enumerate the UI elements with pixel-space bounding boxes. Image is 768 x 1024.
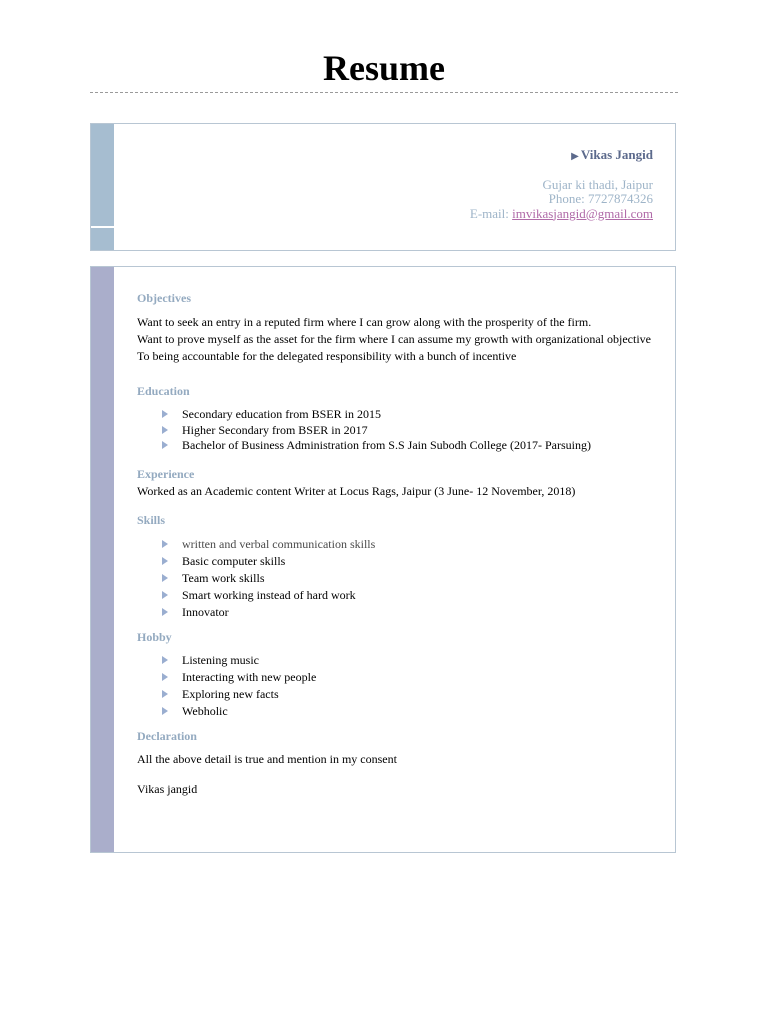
accent-bar-gap xyxy=(91,226,114,228)
list-item xyxy=(137,570,657,587)
list-item-text: written and verbal communication skills xyxy=(182,537,376,551)
list-item-text: Bachelor of Business Administration from S.S Jain Subodh College (2017- Parsuing) xyxy=(182,438,591,452)
list-item xyxy=(137,686,657,703)
bullet-icon xyxy=(162,591,168,599)
address: Gujar ki thadi, Jaipur xyxy=(542,176,653,192)
bullet-icon xyxy=(162,557,168,565)
contact-card xyxy=(90,123,676,251)
resume-body-accent-bar xyxy=(91,267,114,852)
resume-content xyxy=(137,291,657,798)
list-item xyxy=(137,423,657,438)
candidate-name xyxy=(470,148,653,165)
bullet-icon xyxy=(162,608,168,616)
experience-text: Worked as an Academic content Writer at Locus Rags, Jaipur (3 June- 12 November, 2018) xyxy=(137,484,576,498)
list-item-text: Higher Secondary from BSER in 2017 xyxy=(182,423,368,437)
bullet-icon xyxy=(162,673,168,681)
hobby-list xyxy=(137,652,657,720)
list-item xyxy=(137,438,657,453)
experience-heading: Experience xyxy=(137,467,195,481)
objectives-heading: Objectives xyxy=(137,291,191,305)
contact-info xyxy=(470,148,653,221)
education-heading: Education xyxy=(137,384,190,398)
objectives-text xyxy=(137,314,657,365)
bullet-icon xyxy=(162,656,168,664)
list-item-text: Basic computer skills xyxy=(182,554,286,568)
title-divider xyxy=(90,92,678,93)
bullet-icon xyxy=(162,410,168,418)
resume-body xyxy=(90,266,676,853)
list-item-text: Smart working instead of hard work xyxy=(182,588,356,602)
list-item-text: Secondary education from BSER in 2015 xyxy=(182,407,381,421)
list-item xyxy=(137,652,657,669)
email-label: E-mail: xyxy=(469,205,513,221)
list-item xyxy=(137,669,657,686)
list-item-text: Team work skills xyxy=(182,571,265,585)
candidate-name-text: Vikas Jangid xyxy=(580,147,653,162)
declaration-text: All the above detail is true and mention in my consent xyxy=(137,752,397,766)
hobby-heading: Hobby xyxy=(137,630,172,644)
bullet-icon xyxy=(162,574,168,582)
list-item-text: Exploring new facts xyxy=(182,687,279,701)
list-item xyxy=(137,536,657,553)
page-title: Resume xyxy=(323,48,445,88)
email-link[interactable]: imvikasjangid@gmail.com xyxy=(512,205,653,221)
skills-list xyxy=(137,536,657,621)
bullet-icon xyxy=(162,540,168,548)
bullet-icon xyxy=(162,707,168,715)
list-item-text: Interacting with new people xyxy=(182,670,317,684)
triangle-right-icon: ▶ xyxy=(571,151,579,162)
education-list xyxy=(137,406,657,453)
signature: Vikas jangid xyxy=(137,782,198,796)
list-item xyxy=(137,406,657,423)
list-item xyxy=(137,553,657,570)
declaration-heading: Declaration xyxy=(137,729,197,743)
objective-line: To being accountable for the delegated responsibility with a bunch of incentive xyxy=(137,349,517,363)
list-item-text: Webholic xyxy=(182,704,228,718)
bullet-icon xyxy=(162,426,168,434)
skills-heading: Skills xyxy=(137,513,166,527)
list-item xyxy=(137,703,657,720)
phone: Phone: 7727874326 xyxy=(548,191,653,206)
list-item-text: Innovator xyxy=(182,605,229,619)
bullet-icon xyxy=(162,441,168,449)
list-item xyxy=(137,604,657,621)
list-item-text: Listening music xyxy=(182,653,259,667)
bullet-icon xyxy=(162,690,168,698)
objective-line: Want to prove myself as the asset for the firm where I can assume my growth with organizational objective xyxy=(137,332,651,346)
contact-card-accent-bar xyxy=(91,124,114,250)
objective-line: Want to seek an entry in a reputed firm where I can grow along with the prosperity of the firm. xyxy=(137,315,592,329)
email-row xyxy=(470,207,653,222)
list-item xyxy=(137,587,657,604)
